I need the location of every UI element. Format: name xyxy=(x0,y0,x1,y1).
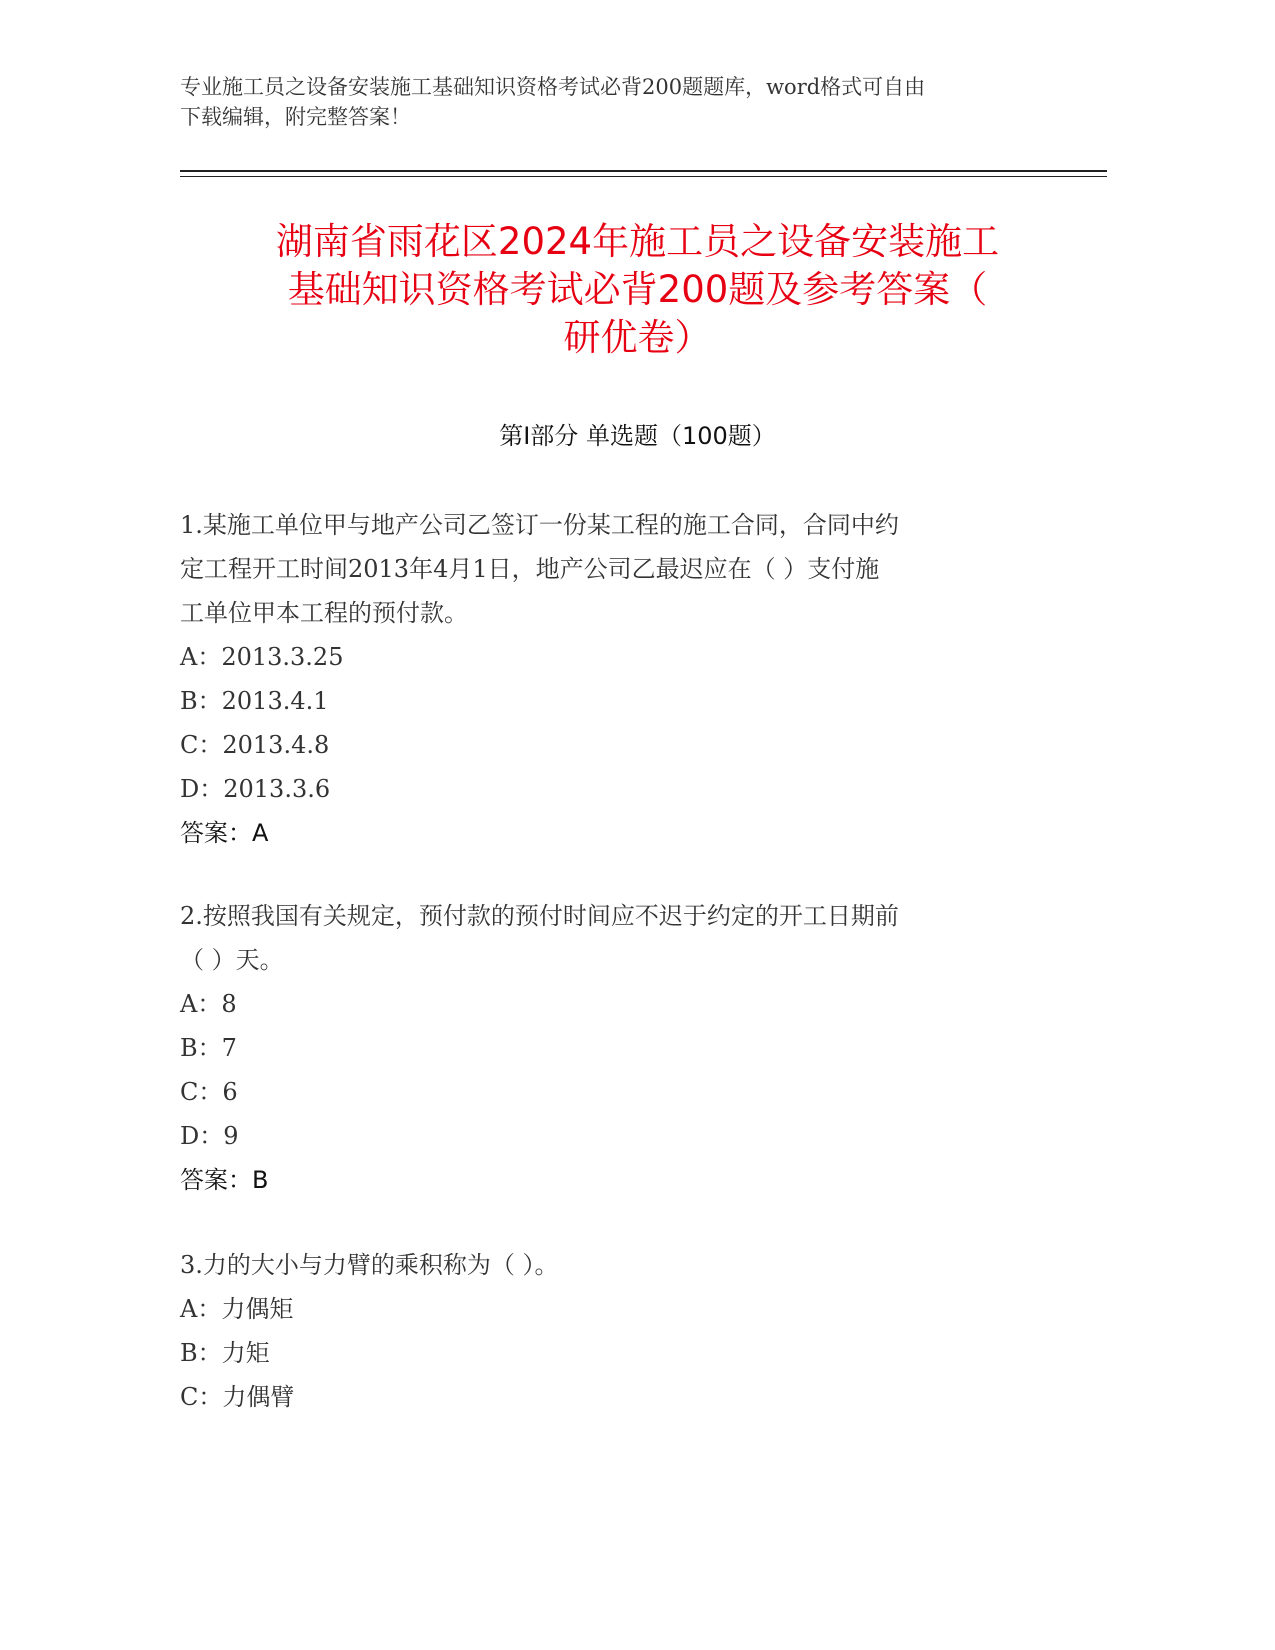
question-2 xyxy=(180,894,1040,1202)
document-title-line: 基础知识资格考试必背200题及参考答案（ xyxy=(287,268,988,311)
header-divider-thick xyxy=(180,170,1107,172)
header-note-line: 下载编辑，附完整答案！ xyxy=(180,105,411,129)
question-stem-line: 3.力的大小与力臂的乘积称为（ ）。 xyxy=(180,1251,559,1279)
option-c: C：力偶臂 xyxy=(180,1383,295,1411)
section-heading: 第Ⅰ部分 单选题（100题） xyxy=(499,422,776,450)
question-stem xyxy=(180,1243,1040,1287)
option-c: C：2013.4.8 xyxy=(180,731,330,759)
option-d: D：2013.3.6 xyxy=(180,775,331,803)
option-a: A：8 xyxy=(180,990,237,1018)
question-stem-line: 工单位甲本工程的预付款。 xyxy=(180,599,468,627)
question-stem xyxy=(180,503,1040,635)
question-stem xyxy=(180,894,1040,982)
question-stem-line: （ ）天。 xyxy=(180,946,284,974)
question-3 xyxy=(180,1243,1040,1419)
question-1 xyxy=(180,503,1040,855)
document-title-line: 湖南省雨花区2024年施工员之设备安装施工 xyxy=(275,220,1000,263)
document-title xyxy=(150,218,1125,362)
option-d: D：9 xyxy=(180,1122,239,1150)
option-b: B：7 xyxy=(180,1034,237,1062)
answer-line: 答案：A xyxy=(180,819,269,847)
header-note-line: 专业施工员之设备安装施工基础知识资格考试必背200题题库，word格式可自由 xyxy=(180,75,926,99)
question-stem-line: 定工程开工时间2013年4月1日，地产公司乙最迟应在（ ）支付施 xyxy=(180,555,880,583)
header-note xyxy=(180,72,1040,132)
option-b: B：力矩 xyxy=(180,1339,270,1367)
option-a: A：2013.3.25 xyxy=(180,643,344,671)
option-c: C：6 xyxy=(180,1078,238,1106)
header-divider-thin xyxy=(180,176,1107,177)
question-stem-line: 1.某施工单位甲与地产公司乙签订一份某工程的施工合同，合同中约 xyxy=(180,511,899,539)
option-b: B：2013.4.1 xyxy=(180,687,329,715)
answer-line: 答案：B xyxy=(180,1166,269,1194)
document-title-line: 研优卷） xyxy=(563,316,712,359)
option-a: A：力偶矩 xyxy=(180,1295,294,1323)
question-stem-line: 2.按照我国有关规定，预付款的预付时间应不迟于约定的开工日期前 xyxy=(180,902,899,930)
